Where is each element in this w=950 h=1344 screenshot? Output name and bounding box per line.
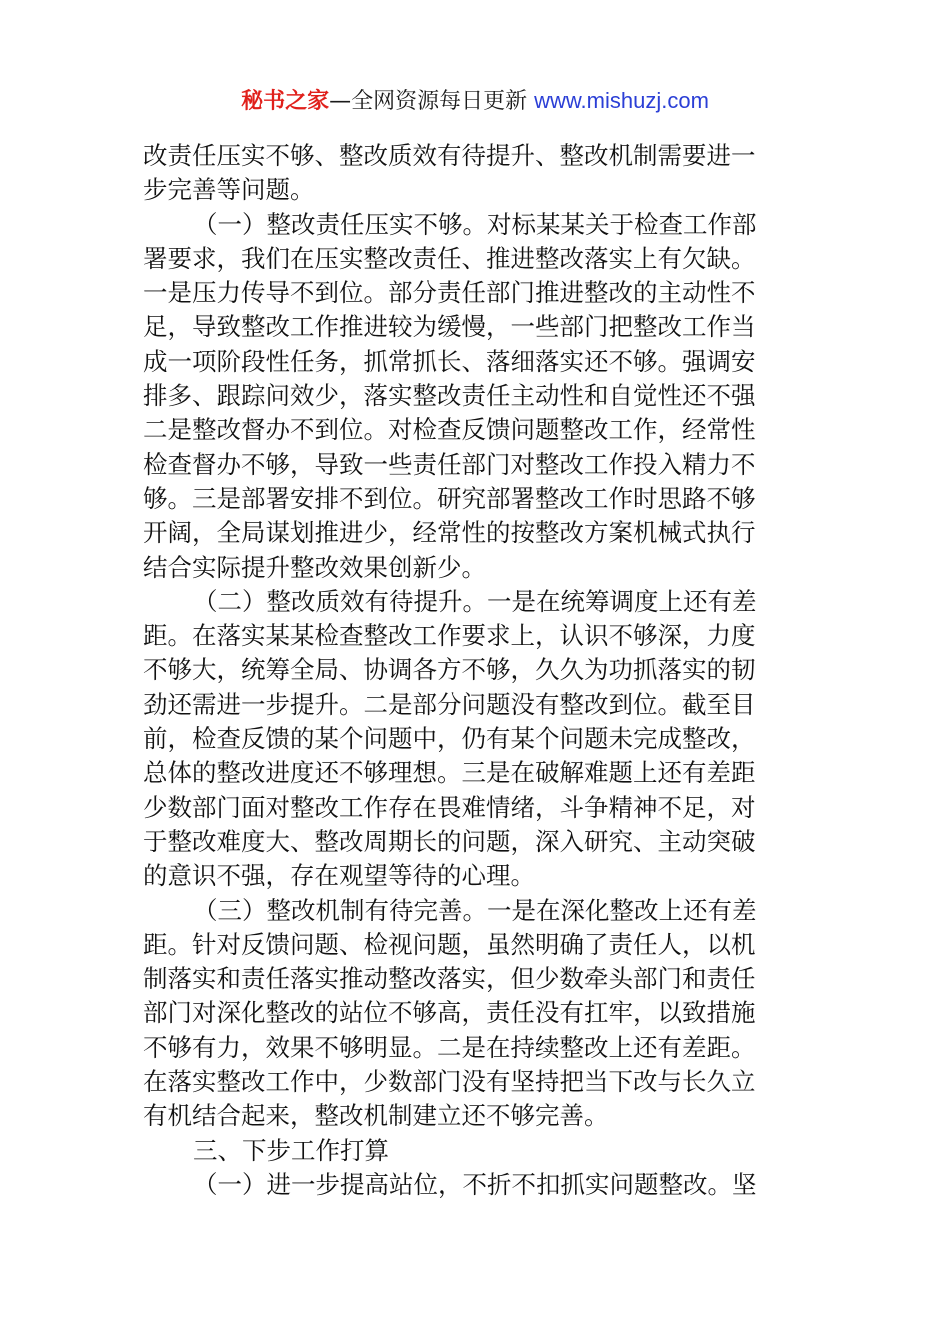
document-body xyxy=(143,139,823,1202)
text-line: 劲还需进一步提升。二是部分问题没有整改到位。截至目 xyxy=(143,689,756,719)
text-line: 结合实际提升整改效果创新少。 xyxy=(143,552,486,582)
text-line: 总体的整改进度还不够理想。三是在破解难题上还有差距 xyxy=(143,758,756,788)
chapter-heading: 三、下步工作打算 xyxy=(193,1135,389,1165)
text-line: 部门对深化整改的站位不够高，责任没有扛牢，以致措施 xyxy=(143,998,756,1028)
text-line: 制落实和责任落实推动整改落实，但少数牵头部门和责任 xyxy=(143,964,756,994)
text-line: 少数部门面对整改工作存在畏难情绪，斗争精神不足，对 xyxy=(143,792,756,822)
text-line: 距。针对反馈问题、检视问题，虽然明确了责任人，以机 xyxy=(143,929,756,959)
text-line: 二是整改督办不到位。对检查反馈问题整改工作，经常性 xyxy=(143,415,756,445)
header-brand: 秘书之家 xyxy=(241,89,330,114)
text-line: 署要求，我们在压实整改责任、推进整改落实上有欠缺。 xyxy=(143,243,756,273)
header-tagline: —全网资源每日更新 xyxy=(329,89,535,114)
text-line: 足，导致整改工作推进较为缓慢，一些部门把整改工作当 xyxy=(143,312,756,342)
text-line: 成一项阶段性任务，抓常抓长、落细落实还不够。强调安 xyxy=(143,346,756,376)
text-line: 在落实整改工作中，少数部门没有坚持把当下改与长久立 xyxy=(143,1067,756,1097)
text-line: 的意识不强，存在观望等待的心理。 xyxy=(143,861,535,891)
text-line: 检查督办不够，导致一些责任部门对整改工作投入精力不 xyxy=(143,449,756,479)
header-site-link[interactable]: www.mishuzj.com xyxy=(534,88,709,113)
watermark-header xyxy=(0,86,950,117)
section-heading-1: （一）整改责任压实不够。对标某某关于检查工作部 xyxy=(193,209,757,239)
text-line: 步完善等问题。 xyxy=(143,175,315,205)
section-heading-2: （二）整改质效有待提升。一是在统筹调度上还有差 xyxy=(193,586,757,616)
text-line: 不够大，统筹全局、协调各方不够，久久为功抓落实的韧 xyxy=(143,655,756,685)
text-line: 前，检查反馈的某个问题中，仍有某个问题未完成整改， xyxy=(143,724,756,754)
text-line: 排多、跟踪问效少，落实整改责任主动性和自觉性还不强 xyxy=(143,381,756,411)
text-line: 不够有力，效果不够明显。二是在持续整改上还有差距。 xyxy=(143,1032,756,1062)
text-line: 一是压力传导不到位。部分责任部门推进整改的主动性不 xyxy=(143,278,756,308)
text-line: 够。三是部署安排不到位。研究部署整改工作时思路不够 xyxy=(143,483,756,513)
text-line: 于整改难度大、整改周期长的问题，深入研究、主动突破 xyxy=(143,826,756,856)
text-line: 距。在落实某某检查整改工作要求上，认识不够深，力度 xyxy=(143,621,756,651)
text-line: 有机结合起来，整改机制建立还不够完善。 xyxy=(143,1101,609,1131)
section-heading-3: （三）整改机制有待完善。一是在深化整改上还有差 xyxy=(193,895,757,925)
text-line: 改责任压实不够、整改质效有待提升、整改机制需要进一 xyxy=(143,141,756,170)
text-line: 开阔，全局谋划推进少，经常性的按整改方案机械式执行 xyxy=(143,518,756,548)
section-heading-4: （一）进一步提高站位，不折不扣抓实问题整改。坚 xyxy=(193,1169,757,1199)
